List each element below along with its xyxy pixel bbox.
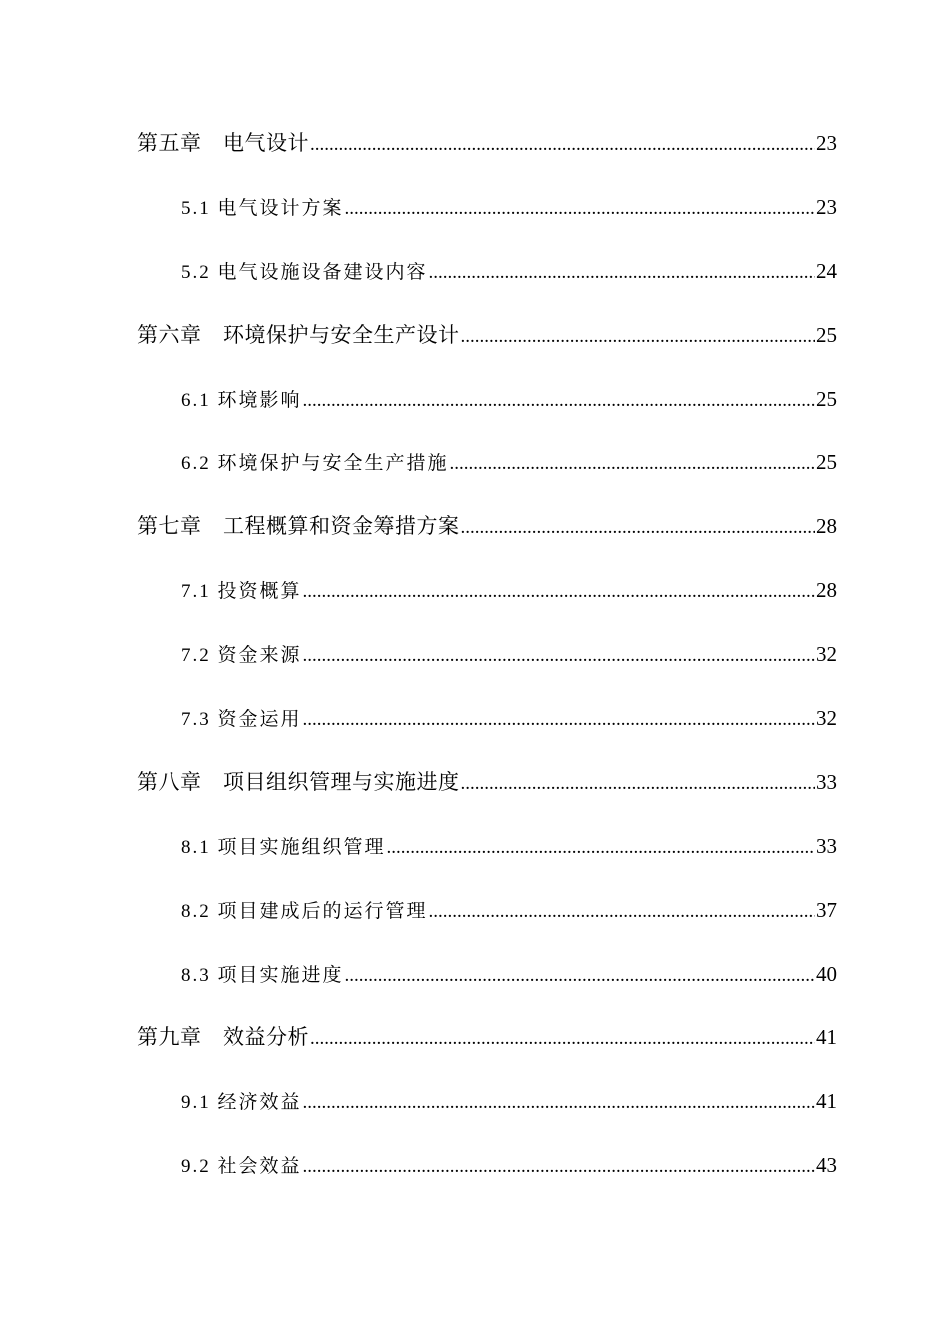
toc-page-number: 32 <box>816 642 837 667</box>
toc-page-number: 41 <box>816 1089 837 1114</box>
dot-leader <box>303 560 815 624</box>
toc-page-number: 43 <box>816 1153 837 1178</box>
toc-page-number: 32 <box>816 706 837 731</box>
toc-chapter-5[interactable] <box>137 112 837 176</box>
toc-section-8-1[interactable] <box>137 815 837 879</box>
toc-entry-title: 8.3 项目实施进度 <box>181 964 344 986</box>
dot-leader <box>345 944 815 1008</box>
toc-page-number: 41 <box>816 1025 837 1050</box>
dot-leader <box>461 496 816 560</box>
toc-entry-title: 7.3 资金运用 <box>181 709 302 731</box>
toc-entry-title: 第五章 电气设计 <box>137 131 309 155</box>
toc-entry-title: 9.2 社会效益 <box>181 1156 302 1178</box>
dot-leader <box>303 1071 815 1135</box>
toc-page-number: 25 <box>816 386 837 411</box>
toc-entry-title: 第六章 环境保护与安全生产设计 <box>137 322 460 347</box>
toc-entry-title: 7.2 资金来源 <box>181 645 302 667</box>
toc-section-9-1[interactable] <box>137 1070 837 1134</box>
toc-entry-title: 第八章 项目组织管理与实施进度 <box>137 769 460 794</box>
toc-section-9-2[interactable] <box>137 1134 837 1198</box>
dot-leader <box>429 241 815 305</box>
toc-page-number: 25 <box>816 322 837 347</box>
dot-leader <box>387 816 815 880</box>
toc-entry-title: 5.1 电气设计方案 <box>181 197 344 219</box>
toc-page-number: 25 <box>816 450 837 475</box>
toc-chapter-9[interactable] <box>137 1006 837 1070</box>
toc-page-number: 23 <box>816 194 837 219</box>
toc-entry-title: 第七章 工程概算和资金筹措方案 <box>137 514 460 539</box>
dot-leader <box>450 432 815 496</box>
toc-entry-title: 7.1 投资概算 <box>181 581 302 603</box>
toc-entry-title: 9.1 经济效益 <box>181 1092 302 1114</box>
dot-leader <box>345 177 815 241</box>
dot-leader <box>303 688 815 752</box>
toc-entry-title: 8.2 项目建成后的运行管理 <box>181 900 428 922</box>
toc-section-7-1[interactable] <box>137 559 837 623</box>
dot-leader <box>310 113 815 177</box>
dot-leader <box>461 305 816 369</box>
toc-page-number: 33 <box>816 833 837 858</box>
toc-section-5-2[interactable] <box>137 240 837 304</box>
toc-page-number: 28 <box>816 578 837 603</box>
dot-leader <box>461 752 816 816</box>
toc-chapter-8[interactable] <box>137 751 837 815</box>
toc-chapter-6[interactable] <box>137 304 837 368</box>
toc-page-number: 23 <box>816 131 837 155</box>
toc-page-number: 37 <box>816 897 837 922</box>
toc-section-5-1[interactable] <box>137 176 837 240</box>
toc-section-8-3[interactable] <box>137 943 837 1007</box>
dot-leader <box>303 624 815 688</box>
toc-entry-title: 6.2 环境保护与安全生产措施 <box>181 453 449 475</box>
dot-leader <box>310 1007 815 1071</box>
toc-section-8-2[interactable] <box>137 879 837 943</box>
toc-entry-title: 第九章 效益分析 <box>137 1025 309 1050</box>
table-of-contents <box>137 112 837 1198</box>
toc-chapter-7[interactable] <box>137 495 837 559</box>
toc-section-7-2[interactable] <box>137 623 837 687</box>
toc-section-6-1[interactable] <box>137 368 837 432</box>
toc-entry-title: 8.1 项目实施组织管理 <box>181 836 386 858</box>
dot-leader <box>429 880 815 944</box>
dot-leader <box>303 1135 815 1199</box>
toc-page-number: 28 <box>816 514 837 539</box>
toc-entry-title: 5.2 电气设施设备建设内容 <box>181 261 428 283</box>
toc-section-7-3[interactable] <box>137 687 837 751</box>
toc-page-number: 40 <box>816 961 837 986</box>
toc-page-number: 24 <box>816 258 837 283</box>
toc-section-6-2[interactable] <box>137 431 837 495</box>
toc-page-number: 33 <box>816 769 837 794</box>
dot-leader <box>303 369 815 433</box>
toc-entry-title: 6.1 环境影响 <box>181 389 302 411</box>
